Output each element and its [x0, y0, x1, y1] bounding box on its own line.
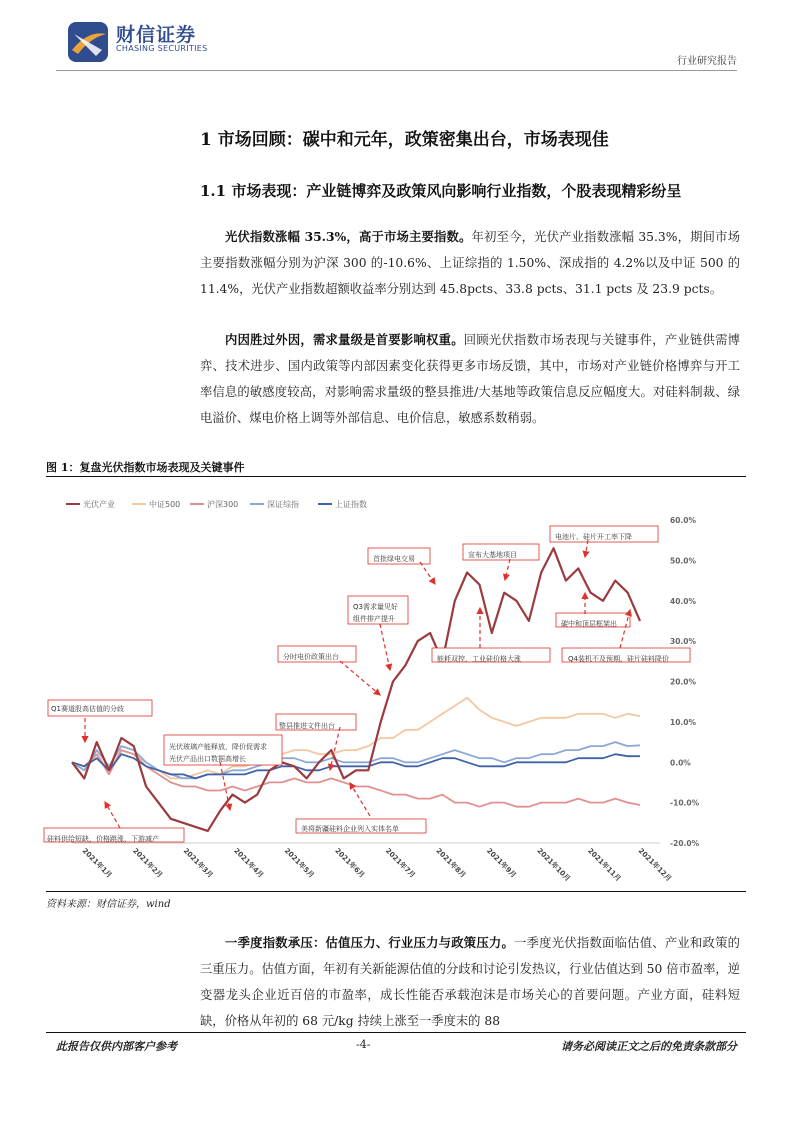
- legend-label-4: 上证指数: [335, 500, 367, 509]
- series-line-1: [72, 750, 640, 807]
- section-title: 1 市场回顾：碳中和元年，政策密集出台，市场表现佳: [200, 130, 609, 150]
- annotation-label-9: 首批绿电交易: [373, 555, 415, 563]
- annotation-arrow-5: [350, 783, 370, 816]
- legend-label-1: 中证500: [149, 500, 181, 509]
- logo-text-cn: 财信证券: [116, 24, 197, 46]
- x-tick-label: 2021年10月: [535, 846, 572, 883]
- y-tick-label: 0.0%: [670, 758, 691, 768]
- legend-label-2: 沪深300: [207, 500, 239, 509]
- series-line-3: [72, 754, 640, 778]
- x-tick-label: 2021年2月: [131, 846, 164, 880]
- annotation-label-0: Q1赛道股高估值的分歧: [51, 705, 124, 713]
- annotation-label-1: 硅料供给短缺，价格跳涨，下游减产: [47, 835, 159, 843]
- annotation-arrow-6: [340, 661, 380, 695]
- annotation-arrow-12: [585, 540, 588, 557]
- x-tick-label: 2021年5月: [282, 846, 316, 880]
- y-tick-label: 40.0%: [670, 596, 697, 606]
- annotation-label-3: 光伏产品出口数据高增长: [169, 755, 246, 763]
- chart-x-axis: [72, 843, 674, 883]
- page-number: -4-: [356, 1038, 371, 1051]
- paragraph-2: [200, 327, 740, 431]
- chart-legend: [66, 499, 367, 509]
- figure-title: 图 1：复盘光伏指数市场表现及关键事件: [46, 461, 245, 474]
- annotation-arrow-4: [330, 727, 340, 770]
- annotation-label-13: 碳中和顶层框架出: [561, 620, 617, 628]
- x-tick-label: 2021年7月: [383, 846, 417, 880]
- annotation-arrow-10: [505, 559, 510, 580]
- paragraph-3-body: 一季度光伏指数面临估值、产业和政策的三重压力。估值方面，年初有关新能源估值的分歧和讨论引发热议，行业估值达到 50 倍市盈率，逆变器龙头企业近百倍的市盈率，成长性能否承载泡沫是市场关心的首要问题。产业方面，硅料短缺，价格从年初的 68 元/kg 持续上涨至一季度末的 88: [200, 936, 740, 1028]
- footer-disclaimer-left: 此报告仅供内部客户参考: [56, 1040, 177, 1053]
- pv-index-chart: [40, 480, 740, 890]
- figure-source: 资料来源：财信证券，wind: [46, 899, 171, 910]
- logo-text-en: CHASING SECURITIES: [116, 44, 208, 53]
- paragraph-2-lead: 内因胜过外因，需求量级是首要影响权重。: [225, 332, 464, 347]
- figure-bottom-rule: [46, 891, 746, 892]
- y-tick-label: 10.0%: [670, 717, 697, 727]
- report-type: 行业研究报告: [677, 56, 737, 67]
- x-tick-label: 2021年6月: [333, 846, 367, 880]
- annotation-label-11: 能耗双控，工业硅价格大涨: [437, 655, 521, 663]
- y-tick-label: 20.0%: [670, 677, 697, 687]
- paragraph-2-body: 回顾光伏指数市场表现与关键事件，产业链供需博弈、技术进步、国内政策等内部因素变化获得更多市场反馈，其中，市场对产业链价格博弈与开工率信息的敏感度较高，对影响需求量级的整县推进/大基地等政策信息反应幅度大。对硅料制裁、绿电溢价、煤电价格上调等外部信息、电价信息，敏感系数稍弱。: [200, 333, 740, 425]
- footer-disclaimer-right: 请务必阅读正文之后的免责条款部分: [561, 1040, 737, 1053]
- annotation-label-10: 宣布大基地项目: [468, 551, 517, 559]
- y-tick-label: 50.0%: [670, 556, 697, 566]
- x-tick-label: 2021年9月: [484, 846, 518, 880]
- subsection-title: 1.1 市场表现：产业链博弈及政策风向影响行业指数，个股表现精彩纷呈: [200, 182, 682, 200]
- annotation-label-8: 组件排产提升: [353, 615, 395, 623]
- annotation-label-2: 光伏玻璃产能释放，降价促需求: [169, 743, 267, 751]
- series-line-4: [72, 548, 640, 831]
- annotation-label-6: 分时电价政策出台: [283, 653, 339, 661]
- legend-label-0: 光伏产业: [83, 500, 115, 509]
- annotation-label-7: Q3需求量见好: [353, 603, 398, 611]
- annotation-label-5: 美将新疆硅料企业列入实体名单: [301, 825, 399, 833]
- x-tick-label: 2021年3月: [181, 846, 215, 880]
- annotation-arrow-7: [380, 624, 390, 670]
- x-tick-label: 2021年11月: [586, 846, 623, 883]
- paragraph-1-lead: 光伏指数涨幅 35.3%，高于市场主要指数。: [225, 229, 472, 244]
- figure-top-rule: [46, 476, 746, 477]
- chart-y-axis: [670, 516, 700, 848]
- y-tick-label: -20.0%: [670, 839, 700, 848]
- header-divider: [56, 70, 737, 71]
- annotation-label-12: 电池片、硅片开工率下降: [555, 533, 632, 541]
- y-tick-label: -10.0%: [670, 798, 700, 808]
- chart-annotations: [44, 526, 690, 844]
- x-tick-label: 2021年1月: [80, 846, 114, 880]
- paragraph-1-body: 年初至今，光伏产业指数涨幅 35.3%，期间市场主要指数涨幅分别为沪深 300 的-10.6%、上证综指的 1.50%、深成指的 4.2%以及中证 500 的 11.4%，光伏产业指数超额收益率分别达到 45.8pcts、33.8 pcts、31.1 pcts 及 23.9 pcts。: [200, 230, 740, 296]
- x-tick-label: 2021年8月: [434, 846, 468, 880]
- y-tick-label: 30.0%: [670, 637, 697, 647]
- annotation-label-4: 整县推进文件出台: [279, 722, 335, 730]
- chart-series: [72, 548, 640, 831]
- annotation-arrow-1: [105, 802, 120, 828]
- annotation-arrow-9: [420, 562, 435, 584]
- paragraph-3: [200, 930, 740, 1034]
- annotation-label-14: Q4装机不及预期，硅片硅料降价: [568, 655, 669, 663]
- x-tick-label: 2021年12月: [636, 846, 673, 883]
- legend-label-3: 深证综指: [267, 500, 299, 509]
- footer-divider: [46, 1032, 746, 1033]
- paragraph-1: [200, 224, 740, 302]
- y-tick-label: 60.0%: [670, 516, 697, 525]
- paragraph-3-lead: 一季度指数承压：估值压力、行业压力与政策压力。: [225, 935, 515, 950]
- company-logo-icon: [66, 20, 110, 64]
- x-tick-label: 2021年4月: [232, 846, 266, 880]
